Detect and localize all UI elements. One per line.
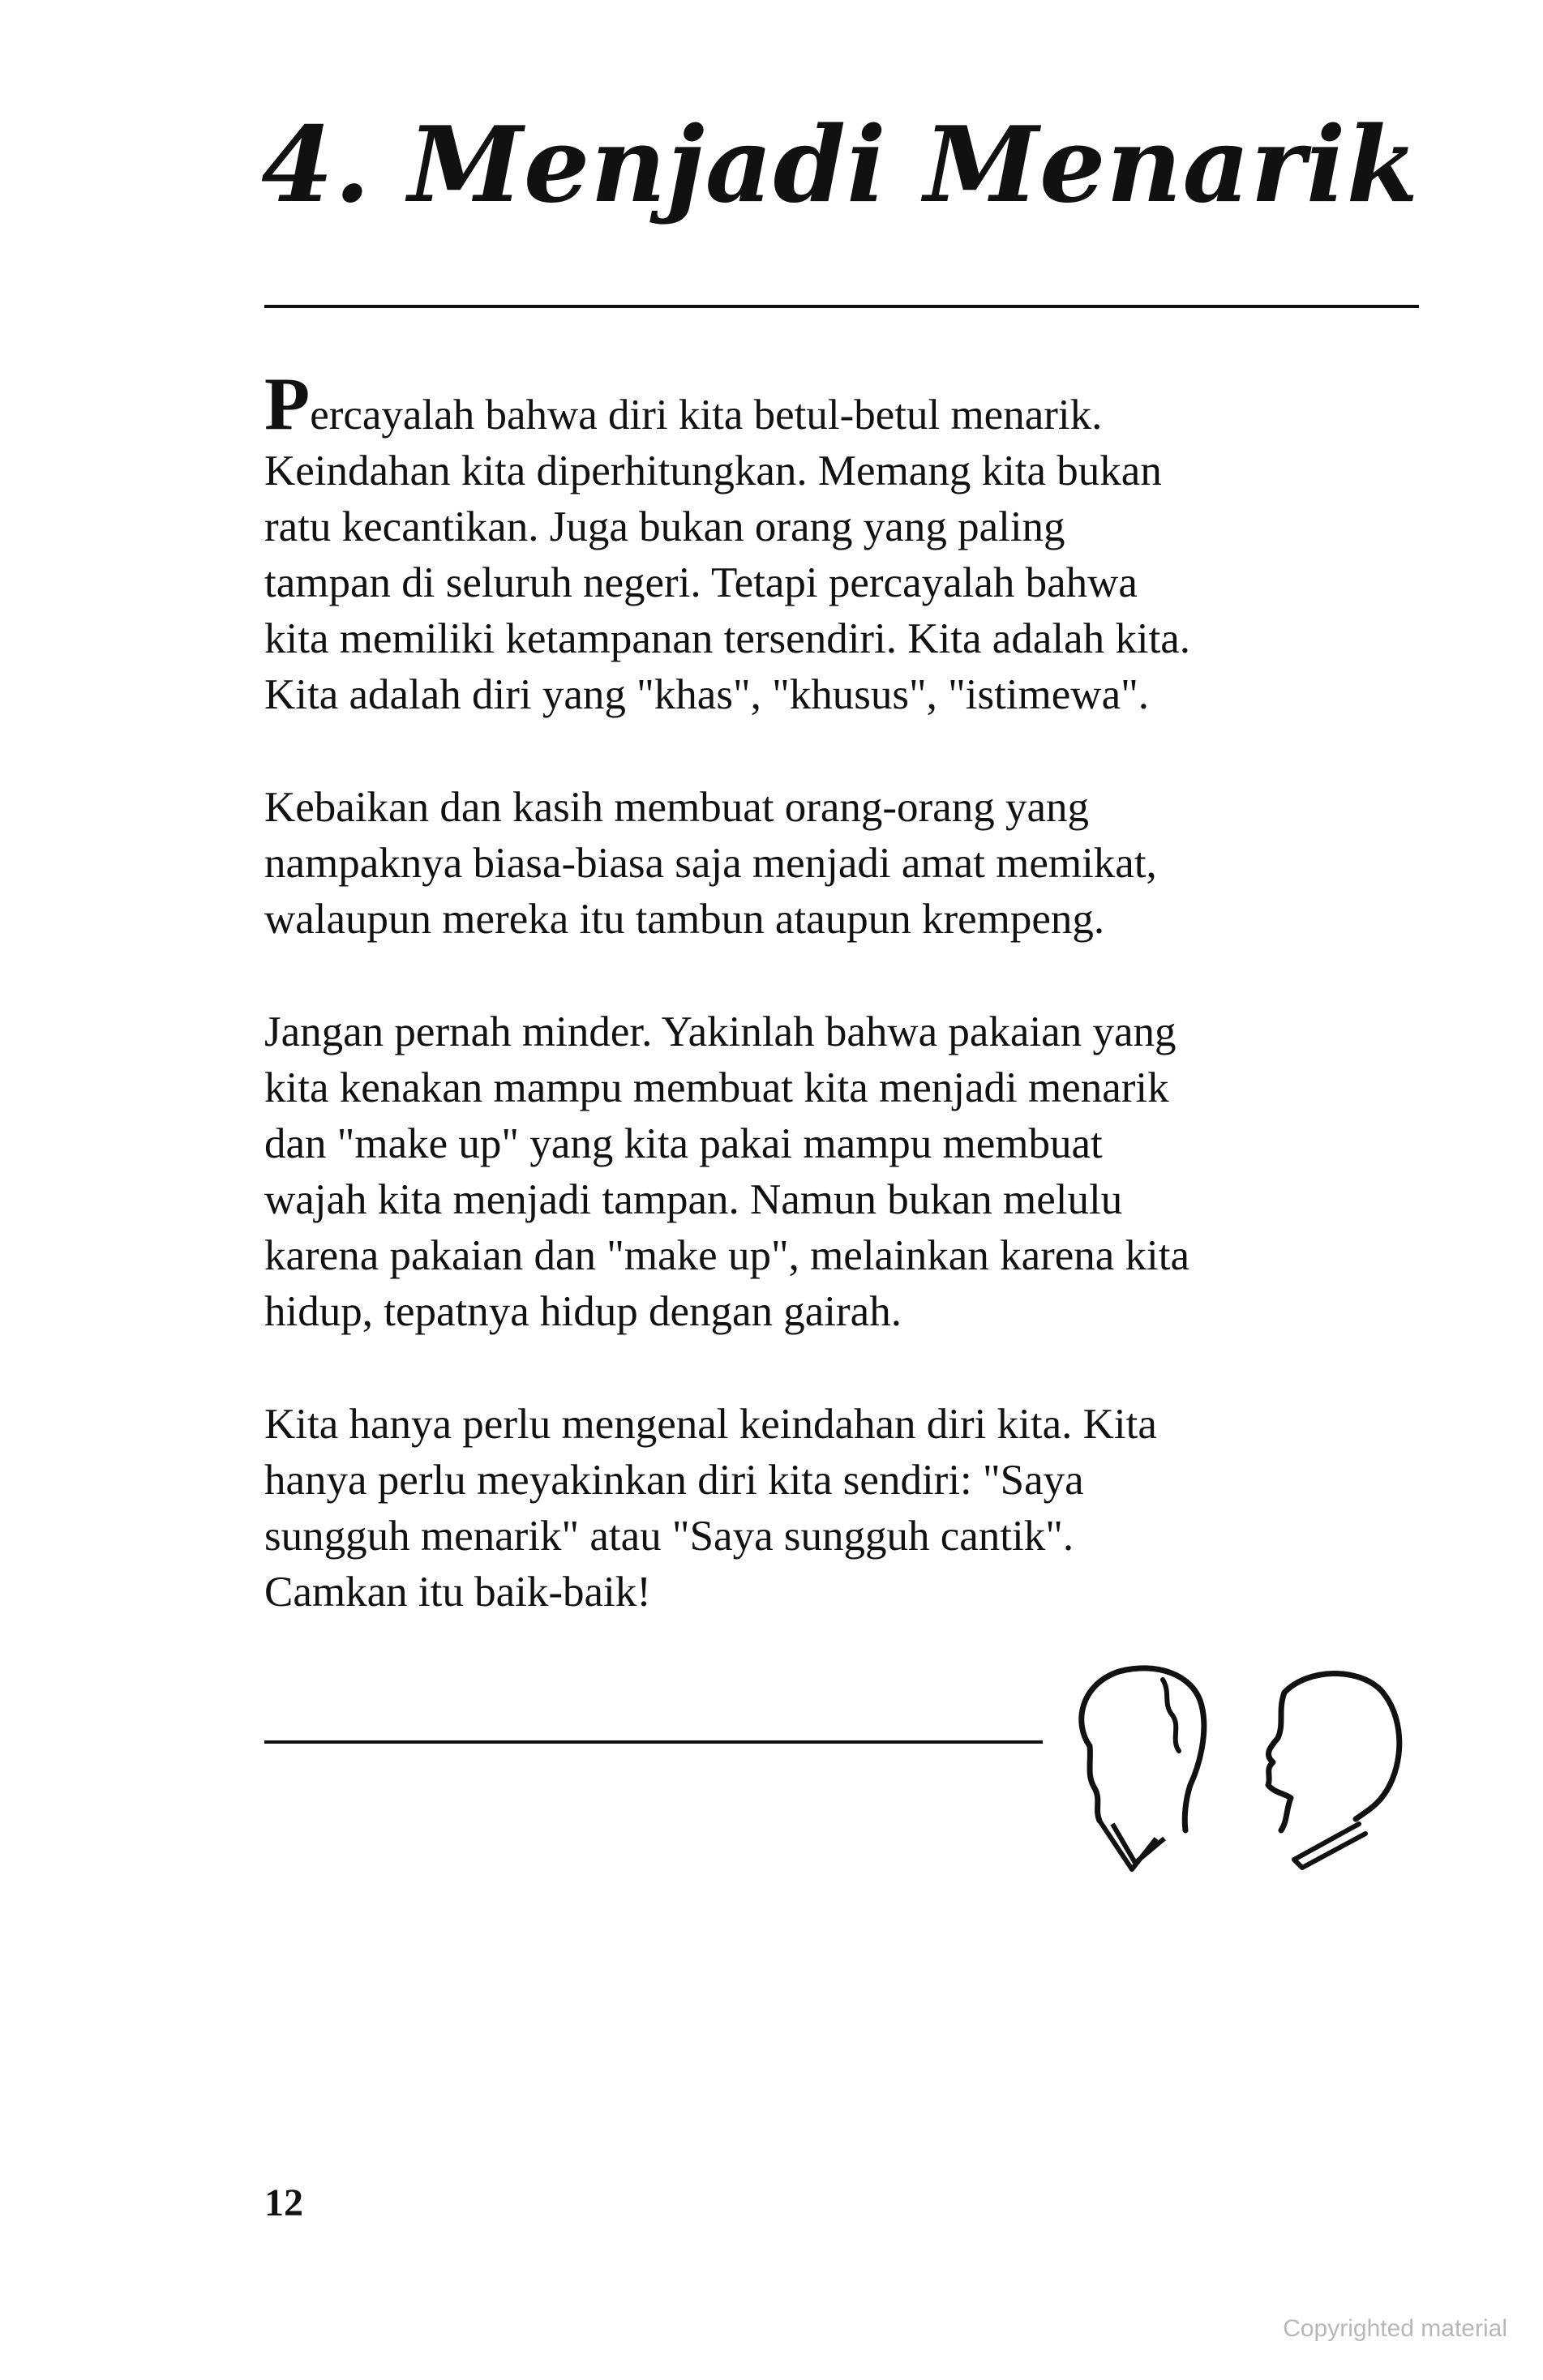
- chapter-title: 4. Menjadi Menarik: [261, 105, 1420, 226]
- paragraph-1: [264, 362, 1432, 723]
- text-line: nampaknya biasa-biasa saja menjadi amat memikat,: [264, 840, 1157, 887]
- paragraph-4: [264, 1397, 1432, 1620]
- page-number: 12: [264, 2181, 303, 2224]
- text-line: Jangan pernah minder. Yakinlah bahwa pakaian yang: [264, 1008, 1177, 1055]
- paragraph-gap: [264, 948, 1432, 1004]
- text-line: Kebaikan dan kasih membuat orang-orang yang: [264, 784, 1089, 831]
- title-divider: [264, 305, 1419, 308]
- paragraph-3: [264, 1004, 1432, 1340]
- text-line: wajah kita menjadi tampan. Namun bukan melulu: [264, 1176, 1123, 1223]
- paragraph-2: [264, 780, 1432, 948]
- two-profile-silhouettes-icon: [1041, 1626, 1430, 1902]
- text-line: ratu kecantikan. Juga bukan orang yang paling: [264, 503, 1065, 550]
- text-line: tampan di seluruh negeri. Tetapi percayalah bahwa: [264, 559, 1138, 606]
- body-text: [264, 362, 1432, 1620]
- text-line: Kita adalah diri yang "khas", "khusus", "istimewa".: [264, 671, 1149, 718]
- text-line: kita memiliki ketampanan tersendiri. Kita adalah kita.: [264, 615, 1191, 662]
- text-line: [264, 362, 1432, 445]
- copyright-watermark: Copyrighted material: [1283, 2315, 1507, 2342]
- text-line: sungguh menarik" atau "Saya sungguh cantik".: [264, 1513, 1074, 1560]
- drop-cap: P: [264, 362, 311, 445]
- paragraph-gap: [264, 1340, 1432, 1397]
- text-line: karena pakaian dan "make up", melainkan karena kita: [264, 1232, 1190, 1279]
- text-line: Camkan itu baik-baik!: [264, 1569, 651, 1616]
- text-line: dan "make up" yang kita pakai mampu membuat: [264, 1120, 1103, 1167]
- text-line: Keindahan kita diperhitungkan. Memang kita bukan: [264, 447, 1162, 494]
- text-line: walaupun mereka itu tambun ataupun krempeng.: [264, 896, 1105, 943]
- text-line: Kita hanya perlu mengenal keindahan diri kita. Kita: [264, 1401, 1157, 1448]
- closing-divider: [264, 1740, 1043, 1744]
- text-line: hidup, tepatnya hidup dengan gairah.: [264, 1288, 902, 1335]
- text-line: hanya perlu meyakinkan diri kita sendiri: "Saya: [264, 1457, 1084, 1504]
- paragraph-gap: [264, 723, 1432, 780]
- text-line: kita kenakan mampu membuat kita menjadi menarik: [264, 1064, 1169, 1111]
- first-line-text: ercayalah bahwa diri kita betul-betul menarik.: [310, 392, 1103, 439]
